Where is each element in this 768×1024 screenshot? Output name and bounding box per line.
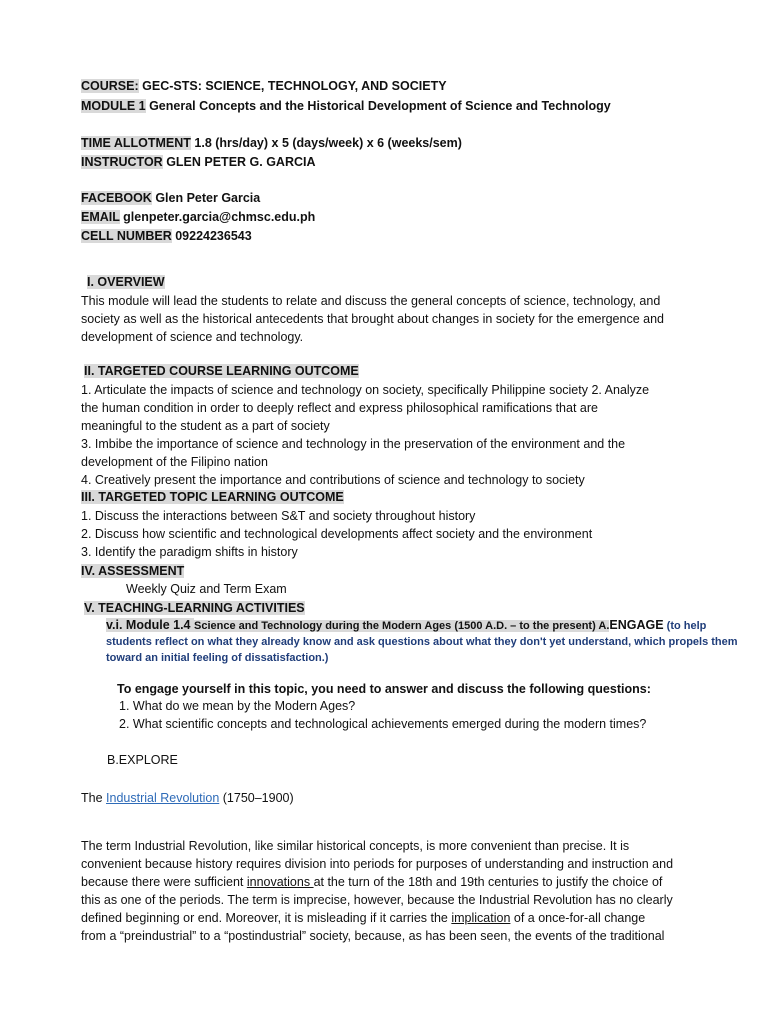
list-item: 1. What do we mean by the Modern Ages?	[119, 699, 356, 713]
course-line	[81, 77, 691, 95]
body-line: this as one of the periods. The term is imprecise, however, because the Industrial Revolution has no clearly	[81, 893, 673, 907]
list-item: 1. Discuss the interactions between S&T and society throughout history	[81, 509, 476, 523]
time-value: 1.8 (hrs/day) x 5 (days/week) x 6 (weeks/sem)	[190, 136, 462, 150]
email-label: EMAIL	[81, 210, 120, 224]
module-title: Science and Technology during the Modern Ages (1500 A.D. – to the present) A.	[193, 620, 610, 632]
body-line: convenient because history requires division into periods for purposes of understanding and instruction and	[81, 857, 674, 871]
assessment-text: Weekly Quiz and Term Exam	[126, 582, 287, 596]
industrial-title: The Industrial Revolution (1750–1900)	[81, 791, 294, 805]
body-line: because there were sufficient innovations at the turn of the 18th and 19th centuries to justify the choice of	[81, 875, 663, 889]
module-line	[81, 97, 691, 115]
time-label: TIME ALLOTMENT	[81, 136, 191, 150]
course-label: COURSE:	[81, 79, 139, 93]
time-line	[81, 134, 691, 152]
course-value: GEC-STS: SCIENCE, TECHNOLOGY, AND SOCIETY	[138, 79, 447, 93]
module-value: General Concepts and the Historical Development of Science and Technology	[145, 99, 611, 113]
facebook-line	[81, 189, 691, 207]
overview-body	[81, 292, 701, 346]
engage-label: ENGAGE	[609, 618, 664, 632]
engage-prompt: To engage yourself in this topic, you need to answer and discuss the following questions:	[117, 682, 651, 696]
innovations-link[interactable]: innovations	[246, 875, 314, 889]
instructor-label: INSTRUCTOR	[81, 155, 163, 169]
overview-line: This module will lead the students to relate and discuss the general concepts of science, technology, and	[81, 294, 661, 308]
list-item: 2. What scientific concepts and technological achievements emerged during the modern times?	[119, 717, 647, 731]
implication-link[interactable]: implication	[451, 911, 511, 925]
engage-note: toward an initial feeling of dissatisfaction.)	[106, 652, 329, 664]
facebook-label: FACEBOOK	[81, 191, 152, 205]
activities-heading: V. TEACHING-LEARNING ACTIVITIES	[84, 601, 305, 615]
topic-outcome-list	[81, 507, 691, 561]
list-item: 1. Articulate the impacts of science and technology on society, specifically Philippine society 2. Analyze	[81, 383, 650, 397]
module-prefix: v.i. Module 1.4	[106, 618, 194, 632]
course-outcome-heading: II. TARGETED COURSE LEARNING OUTCOME	[84, 364, 359, 378]
overview-line: development of science and technology.	[81, 330, 304, 344]
module-label: MODULE 1	[81, 99, 146, 113]
list-item: 2. Discuss how scientific and technological developments affect society and the environment	[81, 527, 593, 541]
body-line: defined beginning or end. Moreover, it is misleading if it carries the implication of a once-for-all change	[81, 911, 646, 925]
list-item: meaningful to the student as a part of society	[81, 419, 330, 433]
engage-note: students reflect on what they already know and ask questions about what they don't yet understand, which propels them	[106, 636, 738, 648]
facebook-value: Glen Peter Garcia	[151, 191, 261, 205]
cell-line	[81, 227, 691, 245]
list-item: 3. Imbibe the importance of science and technology in the preservation of the environment and the	[81, 437, 626, 451]
list-item: 4. Creatively present the importance and contributions of science and technology to society	[81, 473, 585, 487]
engage-note: (to help	[663, 620, 707, 632]
email-line	[81, 208, 691, 226]
body-line: from a “preindustrial” to a “postindustrial” society, because, as has been seen, the events of the traditional	[81, 929, 665, 943]
email-value: glenpeter.garcia@chmsc.edu.ph	[119, 210, 316, 224]
module-engage-block	[106, 617, 738, 666]
list-item: the human condition in order to deeply reflect and express philosophical ramifications that are	[81, 401, 598, 415]
overview-line: society as well as the historical antecedents that brought about changes in society for the emergence and	[81, 312, 664, 326]
cell-label: CELL NUMBER	[81, 229, 172, 243]
explore-label: B.EXPLORE	[107, 753, 178, 767]
engage-questions	[119, 697, 729, 733]
topic-outcome-heading: III. TARGETED TOPIC LEARNING OUTCOME	[81, 490, 344, 504]
assessment-heading: IV. ASSESSMENT	[81, 564, 185, 578]
list-item: development of the Filipino nation	[81, 455, 268, 469]
course-outcome-list	[81, 381, 691, 489]
list-item: 3. Identify the paradigm shifts in history	[81, 545, 298, 559]
instructor-value: GLEN PETER G. GARCIA	[162, 155, 316, 169]
industrial-revolution-link[interactable]: Industrial Revolution	[106, 791, 220, 805]
instructor-line	[81, 153, 691, 171]
industrial-body	[81, 837, 701, 945]
body-line: The term Industrial Revolution, like similar historical concepts, is more convenient than precise. It is	[81, 839, 630, 853]
overview-heading: I. OVERVIEW	[87, 275, 165, 289]
cell-value: 09224236543	[171, 229, 252, 243]
